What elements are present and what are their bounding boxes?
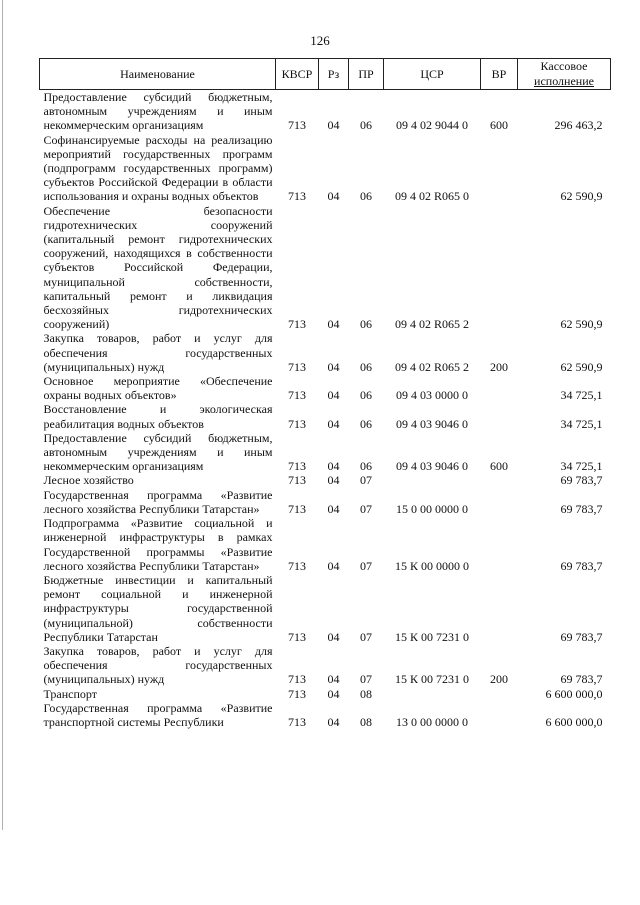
row-pr: 07 <box>360 473 372 488</box>
table-row <box>40 488 611 516</box>
table-row <box>40 402 611 430</box>
row-vr <box>481 374 518 402</box>
header-amount-line1: Кассовое <box>540 59 588 73</box>
row-kvsr: 713 <box>288 317 306 332</box>
row-vr <box>481 573 518 644</box>
row-kvsr: 713 <box>288 388 306 403</box>
row-vr <box>481 473 518 487</box>
row-csr: 15 К 00 7231 0 <box>394 629 469 644</box>
row-vr <box>481 687 518 701</box>
row-name: Подпрограмма «Развитие социальной и инженерной инфраструктуры в рамках Государственной программы «Развитие лесного хозяйства Республики Татарстан» <box>43 516 273 573</box>
row-csr: 09 4 03 0000 0 <box>396 388 468 403</box>
row-pr: 08 <box>360 714 372 729</box>
row-rz: 04 <box>327 317 340 332</box>
row-name: Предоставление субсидий бюджетным, автономным учреждениям и иным некоммерческим организациям <box>43 90 273 133</box>
row-rz: 04 <box>327 686 340 701</box>
row-rz: 04 <box>327 629 340 644</box>
row-csr: 15 К 00 0000 0 <box>394 558 469 573</box>
row-pr: 06 <box>360 118 372 133</box>
row-amount: 69 783,7 <box>560 672 603 687</box>
row-kvsr: 713 <box>288 558 306 573</box>
row-csr: 09 4 03 9046 0 <box>396 416 468 431</box>
row-rz: 04 <box>327 459 340 474</box>
row-amount: 69 783,7 <box>560 501 603 516</box>
row-kvsr: 713 <box>288 118 306 133</box>
row-name: Транспорт <box>43 686 97 701</box>
row-amount: 34 725,1 <box>560 388 603 403</box>
row-vr: 200 <box>490 672 508 687</box>
row-amount: 6 600 000,0 <box>545 686 603 701</box>
row-amount: 69 783,7 <box>560 629 603 644</box>
row-kvsr: 713 <box>288 714 306 729</box>
page-number: 126 <box>310 33 330 48</box>
row-rz: 04 <box>327 359 340 374</box>
header-csr: ЦСР <box>384 59 481 90</box>
row-kvsr: 713 <box>288 189 306 204</box>
row-amount: 34 725,1 <box>560 416 603 431</box>
row-csr: 09 4 02 R065 2 <box>394 317 469 332</box>
row-name: Софинансируемые расходы на реализацию мероприятий государственных программ (подпрограмм государственных программ) субъектов Российской Федерации в области использования и охраны водных объектов <box>43 132 273 204</box>
table-row <box>40 90 611 133</box>
row-amount: 34 725,1 <box>560 459 603 474</box>
row-csr: 09 4 02 R065 2 <box>394 359 469 374</box>
row-vr: 600 <box>490 459 508 474</box>
header-rz: Рз <box>319 59 349 90</box>
table-row <box>40 374 611 402</box>
row-name: Государственная программа «Развитие транспортной системы Республики <box>43 700 273 729</box>
header-kvsr: КВСР <box>276 59 319 90</box>
row-name: Обеспечение безопасности гидротехнических сооружений (капитальный ремонт гидротехнических сооружений, находящихся в собственности субъектов Российской Федерации, муниципальной собственности, капитальный ремонт и ликвидация бесхозяйных гидротехнических сооружений) <box>43 203 273 332</box>
row-kvsr: 713 <box>288 672 306 687</box>
row-pr: 06 <box>360 459 372 474</box>
row-amount: 62 590,9 <box>560 189 603 204</box>
row-kvsr: 713 <box>288 459 306 474</box>
row-name: Основное мероприятие «Обеспечение охраны водных объектов» <box>43 374 273 403</box>
row-rz: 04 <box>327 118 340 133</box>
row-pr: 06 <box>360 416 372 431</box>
row-rz: 04 <box>327 714 340 729</box>
row-kvsr: 713 <box>288 473 306 488</box>
row-rz: 04 <box>327 416 340 431</box>
row-pr: 06 <box>360 359 372 374</box>
scan-left-edge-line <box>2 0 3 830</box>
row-kvsr: 713 <box>288 359 306 374</box>
table-row <box>40 701 611 729</box>
row-amount: 69 783,7 <box>560 473 603 488</box>
header-amount-line2: исполнение <box>534 74 594 88</box>
row-csr <box>384 473 481 487</box>
row-vr <box>481 204 518 332</box>
row-pr: 07 <box>360 558 372 573</box>
row-kvsr: 713 <box>288 501 306 516</box>
row-rz: 04 <box>327 473 340 488</box>
header-name: Наименование <box>40 59 276 90</box>
row-rz: 04 <box>327 189 340 204</box>
row-vr: 600 <box>490 118 508 133</box>
table-row <box>40 644 611 687</box>
row-name: Закупка товаров, работ и услуг для обеспечения государственных (муниципальных) нужд <box>43 331 273 374</box>
row-rz: 04 <box>327 388 340 403</box>
header-row <box>40 59 611 90</box>
row-name: Государственная программа «Развитие лесного хозяйства Республики Татарстан» <box>43 487 273 516</box>
budget-table <box>39 58 611 729</box>
row-pr: 07 <box>360 629 372 644</box>
row-amount: 296 463,2 <box>554 118 603 133</box>
table-body <box>40 90 611 730</box>
row-name: Закупка товаров, работ и услуг для обеспечения государственных (муниципальных) нужд <box>43 643 273 687</box>
row-name: Лесное хозяйство <box>43 473 134 488</box>
row-amount: 6 600 000,0 <box>545 714 603 729</box>
row-name: Восстановление и экологическая реабилитация водных объектов <box>43 402 273 431</box>
row-name: Предоставление субсидий бюджетным, автономным учреждениям и иным некоммерческим организациям <box>43 430 273 474</box>
table-row <box>40 573 611 644</box>
row-name: Бюджетные инвестиции и капитальный ремонт социальной и инженерной инфраструктуры государственной (муниципальной) собственности Республики Татарстан <box>43 572 273 644</box>
row-rz: 04 <box>327 672 340 687</box>
row-csr: 09 4 03 9046 0 <box>396 459 468 474</box>
row-vr <box>481 402 518 430</box>
header-amount <box>518 59 611 90</box>
header-vr: ВР <box>481 59 518 90</box>
table-row <box>40 473 611 487</box>
row-pr: 08 <box>360 686 372 701</box>
table-row <box>40 331 611 374</box>
row-pr: 07 <box>360 501 372 516</box>
row-vr <box>481 701 518 729</box>
row-csr: 09 4 02 9044 0 <box>396 118 468 133</box>
row-amount: 62 590,9 <box>560 317 603 332</box>
row-amount: 69 783,7 <box>560 558 603 573</box>
row-pr: 06 <box>360 317 372 332</box>
table-row <box>40 516 611 573</box>
row-pr: 07 <box>360 672 372 687</box>
row-pr: 06 <box>360 388 372 403</box>
row-csr <box>384 687 481 701</box>
row-vr <box>481 516 518 573</box>
row-rz: 04 <box>327 558 340 573</box>
table-row <box>40 133 611 204</box>
table-header <box>40 59 611 90</box>
row-kvsr: 713 <box>288 686 306 701</box>
table-row <box>40 204 611 332</box>
row-vr <box>481 488 518 516</box>
table-row <box>40 431 611 474</box>
row-vr <box>481 133 518 204</box>
row-csr: 09 4 02 R065 0 <box>394 189 469 204</box>
table-row <box>40 687 611 701</box>
row-vr: 200 <box>490 359 508 374</box>
row-csr: 13 0 00 0000 0 <box>396 714 468 729</box>
row-kvsr: 713 <box>288 416 306 431</box>
row-csr: 15 0 00 0000 0 <box>396 501 468 516</box>
row-csr: 15 К 00 7231 0 <box>394 672 469 687</box>
header-pr: ПР <box>349 59 384 90</box>
row-amount: 62 590,9 <box>560 359 603 374</box>
row-rz: 04 <box>327 501 340 516</box>
row-kvsr: 713 <box>288 629 306 644</box>
row-pr: 06 <box>360 189 372 204</box>
